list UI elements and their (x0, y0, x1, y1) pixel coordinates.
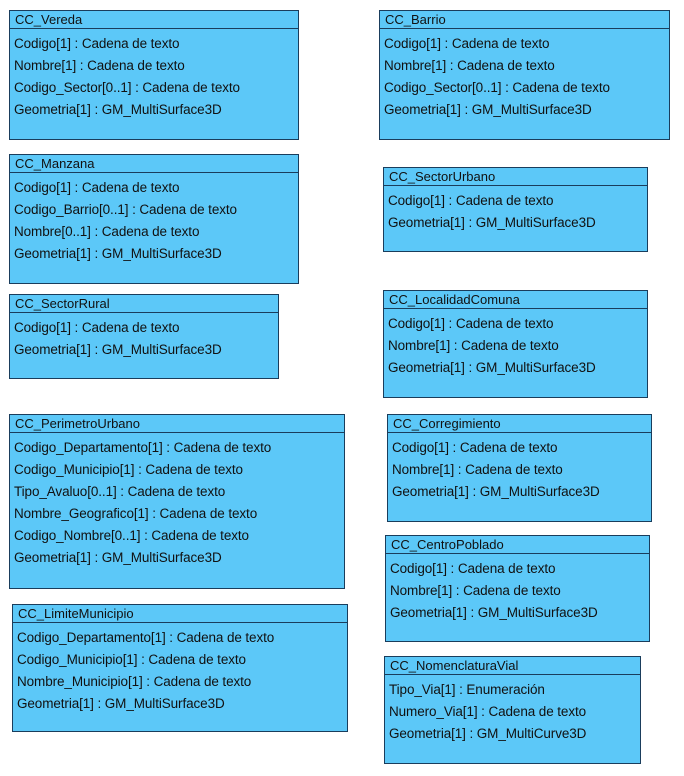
attribute: Nombre_Geografico[1] : Cadena de texto (14, 506, 258, 521)
class-cc-localidad-comuna[interactable] (383, 290, 648, 398)
attribute: Codigo[1] : Cadena de texto (14, 320, 180, 335)
attribute: Nombre[1] : Cadena de texto (392, 462, 563, 477)
attribute: Codigo_Municipio[1] : Cadena de texto (17, 652, 246, 667)
class-name: CC_Barrio (380, 11, 669, 29)
class-cc-barrio[interactable] (379, 10, 670, 140)
attribute: Tipo_Via[1] : Enumeración (389, 682, 545, 697)
attribute: Geometria[1] : GM_MultiSurface3D (14, 550, 222, 565)
attribute-list (385, 675, 640, 745)
attribute: Tipo_Avaluo[0..1] : Cadena de texto (14, 484, 226, 499)
attribute-list (10, 29, 298, 121)
class-name: CC_LimiteMunicipio (13, 605, 347, 623)
attribute-list (388, 433, 651, 503)
class-name: CC_Vereda (10, 11, 298, 29)
attribute: Codigo_Sector[0..1] : Cadena de texto (384, 80, 610, 95)
attribute-list (384, 309, 647, 379)
attribute: Codigo_Departamento[1] : Cadena de texto (14, 440, 272, 455)
attribute-list (10, 173, 298, 265)
class-cc-manzana[interactable] (9, 154, 299, 284)
attribute: Numero_Via[1] : Cadena de texto (389, 704, 587, 719)
attribute: Nombre[1] : Cadena de texto (390, 583, 561, 598)
attribute-list (10, 313, 278, 361)
attribute: Codigo[1] : Cadena de texto (14, 36, 180, 51)
attribute-list (386, 554, 649, 624)
attribute: Codigo[1] : Cadena de texto (388, 193, 554, 208)
attribute: Geometria[1] : GM_MultiSurface3D (14, 102, 222, 117)
class-name: CC_Corregimiento (388, 415, 651, 433)
attribute: Codigo_Nombre[0..1] : Cadena de texto (14, 528, 249, 543)
class-name: CC_NomenclaturaVial (385, 657, 640, 675)
class-cc-nomenclatura-vial[interactable] (384, 656, 641, 764)
attribute: Codigo[1] : Cadena de texto (392, 440, 558, 455)
attribute: Geometria[1] : GM_MultiSurface3D (14, 342, 222, 357)
attribute: Geometria[1] : GM_MultiSurface3D (384, 102, 592, 117)
attribute: Codigo_Barrio[0..1] : Cadena de texto (14, 202, 237, 217)
class-name: CC_LocalidadComuna (384, 291, 647, 309)
class-name: CC_Manzana (10, 155, 298, 173)
attribute: Geometria[1] : GM_MultiSurface3D (388, 360, 596, 375)
attribute: Codigo_Sector[0..1] : Cadena de texto (14, 80, 240, 95)
attribute: Nombre[1] : Cadena de texto (14, 58, 185, 73)
attribute: Codigo[1] : Cadena de texto (388, 316, 554, 331)
attribute: Codigo[1] : Cadena de texto (384, 36, 550, 51)
attribute-list (384, 186, 647, 234)
attribute: Geometria[1] : GM_MultiSurface3D (390, 605, 598, 620)
attribute: Geometria[1] : GM_MultiSurface3D (388, 215, 596, 230)
attribute-list (380, 29, 669, 121)
attribute: Nombre_Municipio[1] : Cadena de texto (17, 674, 252, 689)
class-cc-centro-poblado[interactable] (385, 535, 650, 642)
attribute: Geometria[1] : GM_MultiCurve3D (389, 726, 587, 741)
attribute: Geometria[1] : GM_MultiSurface3D (17, 696, 225, 711)
class-cc-corregimiento[interactable] (387, 414, 652, 522)
class-cc-sector-urbano[interactable] (383, 167, 648, 252)
class-name: CC_SectorRural (10, 295, 278, 313)
attribute: Codigo_Municipio[1] : Cadena de texto (14, 462, 243, 477)
attribute: Geometria[1] : GM_MultiSurface3D (392, 484, 600, 499)
attribute: Codigo[1] : Cadena de texto (14, 180, 180, 195)
attribute: Codigo[1] : Cadena de texto (390, 561, 556, 576)
attribute: Nombre[0..1] : Cadena de texto (14, 224, 200, 239)
class-cc-perimetro-urbano[interactable] (9, 414, 345, 589)
attribute: Geometria[1] : GM_MultiSurface3D (14, 246, 222, 261)
class-cc-vereda[interactable] (9, 10, 299, 140)
class-cc-sector-rural[interactable] (9, 294, 279, 379)
class-cc-limite-municipio[interactable] (12, 604, 348, 732)
class-name: CC_PerimetroUrbano (10, 415, 344, 433)
class-name: CC_CentroPoblado (386, 536, 649, 554)
attribute-list (13, 623, 347, 715)
attribute-list (10, 433, 344, 569)
attribute: Nombre[1] : Cadena de texto (384, 58, 555, 73)
attribute: Codigo_Departamento[1] : Cadena de texto (17, 630, 275, 645)
class-name: CC_SectorUrbano (384, 168, 647, 186)
attribute: Nombre[1] : Cadena de texto (388, 338, 559, 353)
